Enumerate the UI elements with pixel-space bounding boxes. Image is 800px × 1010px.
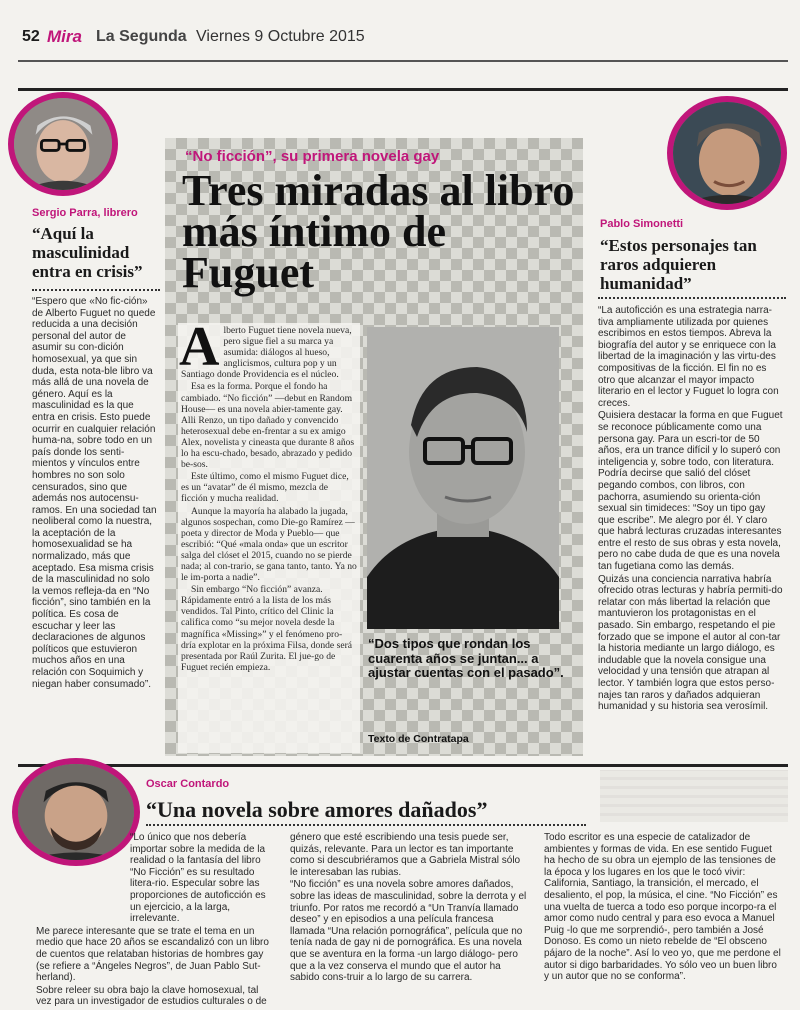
left-pull-quote: “Aquí la masculinidad entra en crisis” [32, 224, 143, 281]
headline: Tres miradas al libro más íntimo de Fuguet [182, 166, 575, 297]
bottom-paragraph: género que esté escribiendo una tesis puede ser, quizás, relevante. Para un lector es tan importante como si descubriéramos que a Gabriela Mistral sólo le interesaban las rubias. [290, 832, 521, 878]
bottom-column-2 [290, 832, 530, 985]
main-article [178, 316, 360, 753]
bottom-byline: Oscar Contardo [146, 778, 230, 790]
right-paragraph: Quizás una conciencia narrativa habría ofrecido otras lecturas y habría permiti-do relatar con más libertad la relación que mantuvieron los protagonistas en el pasado. Sin embargo, respetando el pie forzado que se impone el autor al con-tar la historia mediante un largo diálogo, es indudable que la novela consigue una velocidad y una tensión que atrapan al lector. Y también logra que estos perso-najes tan raros y dañados adquieran humanidad y su historia sea verosímil. [598, 573, 783, 713]
bottom-paragraph: Sobre releer su obra bajo la clave homosexual, tal vez para un investigador de estudios culturales o de [36, 984, 267, 1008]
bottom-paragraph: Me parece interesante que se trate el tema en un medio que hace 20 años se escandalizó con un libro de cuentos que relataban historias de hombres gay (se refiere a “Ángeles Negros”, de Juan Pablo Sut-herland). [36, 925, 269, 984]
bottom-paragraph: “Lo único que nos debería importar sobre la medida de la realidad o la fantasía del libro “No Ficción” es su resultado litera-rio. Especular sobre las proporciones de autoficción es un ejercicio, a la larga, irrelevante. [130, 832, 266, 925]
bottom-divider [146, 824, 586, 826]
pablo-simonetti-portrait-icon [667, 96, 787, 210]
top-rule [18, 88, 788, 91]
bottom-pull-quote: “Una novela sobre amores dañados” [146, 797, 488, 822]
bottom-paragraph: “No ficción” es una novela sobre amores dañados, sobre las ideas de masculinidad, sobre la derrota y el triunfo. Por ratos me recordó a “Un Tranvía llamado deseo” y en episodios a una película francesa llamada “Una relación pornográfica”, película que no tenía nada de gay ni de pornográfica. Es una novela que se aventura en la forma -un largo diálogo- pero que a la vez conserva el mundo que el autor ha sabido cons-truir a lo largo de su carrera. [290, 879, 527, 984]
bottom-paragraph: Todo escritor es una especie de catalizador de ambientes y formas de vida. En ese sentido Fuguet ha hecho de su obra un ejemplo de las tensiones de la época y los lugares en los que le tocó vivir: California, Santiago, la transición, el mercado, el desaliento, el pop, la música, el cine. “No Ficción” es una vuelta de tuerca a todo eso porque incorpo-ra el amor como nudo central y para eso evoca a Manuel Puig -lo que me sorprendió-, pero también a José Donoso. Es como un nieto rebelde de “El obsceno pájaro de la noche”. Así lo veo yo, que me perdone el autor si digo barbaridades. Yo sólo veo un buen libro y un autor que no se conforma”. [544, 832, 781, 983]
article-paragraph [179, 316, 357, 381]
right-divider [598, 297, 786, 299]
drop-cap: A [179, 316, 220, 378]
bottom-rule [18, 764, 788, 767]
right-paragraph: Quisiera destacar la forma en que Fuguet se reconoce públicamente como una persona gay. Para un escri-tor de 50 años, era un trance difícil y lo superó con inteligencia y, sobre todo, con literatura. Podría decirse que salió del clóset pegando combos, con libros, con pachorra, asumiendo su orienta-ción sexual sin timideces: “Soy un tipo gay que escribe”. Me alegro por él. Y claro que habrá lecturas cruzadas interesantes entre el resto de sus obras y esta novela, pero no cabe duda de que es una novela tan fugetiana como las demás. [598, 410, 783, 573]
sergio-parra-portrait-icon [8, 92, 118, 196]
article-paragraph: Este último, como el mismo Fuguet dice, es un “avatar” de él mismo, mezcla de ficción y mucha realidad. [181, 471, 349, 505]
contratapa-quote: “Dos tipos que rondan los cuarenta años se juntan... a ajustar cuentas con el pasado”. [368, 636, 564, 680]
right-pull-quote: “Estos personajes tan raros adquieren humanidad” [600, 236, 757, 293]
article-paragraph: Aunque la mayoría ha alabado la jugada, algunos sospechan, como Die-go Ramírez —poeta y director de Moda y Pueblo— que escribió: “Qué «mala onda» que un escritor salga del clóset el 2015, cuando no se pierde nada; al con-trario, se gana tanto, tanto. Ya no le im-porta a nadie”. [181, 505, 357, 584]
left-divider [32, 289, 160, 291]
right-paragraph: “La autoficción es una estrategia narra-tiva ampliamente utilizada por quienes escribimos en estos tiempos. Abreva la biografía del autor y se enriquece con la libertad de la imaginación y las virtu-des compositivas de la ficción. El fin no es otro que alcanzar el mayor impacto literario en el lector y Fuguet lo logra con creces. [598, 305, 779, 409]
header-rule [18, 60, 788, 62]
article-lead: lberto Fuguet tiene novela nueva, pero sigue fiel a su marca ya asumida: diálogos al hueso, anglicismos, cultura pop y un Santiago donde Providencia es el núcleo. [181, 325, 352, 381]
right-column-text [598, 305, 784, 714]
article-paragraph: Esa es la forma. Porque el fondo ha cambiado. “No ficción” —debut en Random House— es una novela abier-tamente gay. Alli Renzo, un tipo dañado y convencido heterosexual debe en-frentar a su ex amigo Alex, novelista y cineasta que durante 8 años lo ha escu-chado, besado, abrazado y pedido be-sos. [181, 381, 355, 471]
page-number: 52 [22, 28, 40, 45]
left-byline: Sergio Parra, librero [32, 207, 138, 219]
right-byline: Pablo Simonetti [600, 218, 684, 230]
show-through-print [600, 770, 788, 822]
bottom-column-3 [544, 832, 784, 984]
bottom-column-1 [36, 832, 276, 1009]
page-header [0, 22, 800, 62]
publication-name: La Segunda [96, 28, 187, 45]
author-photo-icon [367, 327, 559, 629]
left-column-text [32, 296, 158, 691]
section-name: Mira [47, 27, 82, 46]
article-paragraph: Sin embargo “No ficción” avanza. Rápidamente entró a la lista de los más vendidos. Tal Pinto, crítico del Clinic la califica como “su mejor novela desde la magnífica «Missing»” y el fenómeno pro-dría explotar en la próxima Filsa, donde será presentada por Raúl Zurita. El jue-go de Fuguet recién empieza. [181, 584, 353, 673]
left-paragraph: “Espero que «No fic-ción» de Alberto Fuguet no quede reducida a una decisión personal del autor de asumir su con-dición homosexual, ya que sin duda, esta nota-ble libro va más allá de una novela de género. Aquí es la masculinidad es la que entra en crisis. Esto puede ocurrir en cualquier relación huma-na, sobre todo en un país donde los senti-mientos y vínculos entre hombres no son solo censurados, sino que además nos autocensu-ramos. En una sociedad tan neoliberal como la nuestra, la aceptación de la homosexualidad se ha normalizado, más que aceptado. Esa misma crisis de la masculinidad no solo la vemos refleja-da en “No ficción”, sino también en la política. Es cosa de escuchar y leer las declaraciones de algunos políticos que estuvieron muchos años en una relación con Soquimich y niegan haber consumado”. [32, 296, 157, 690]
quote-source: Texto de Contratapa [368, 733, 469, 745]
issue-date: Viernes 9 Octubre 2015 [196, 28, 365, 45]
kicker: “No ficción”, su primera novela gay [185, 148, 440, 165]
